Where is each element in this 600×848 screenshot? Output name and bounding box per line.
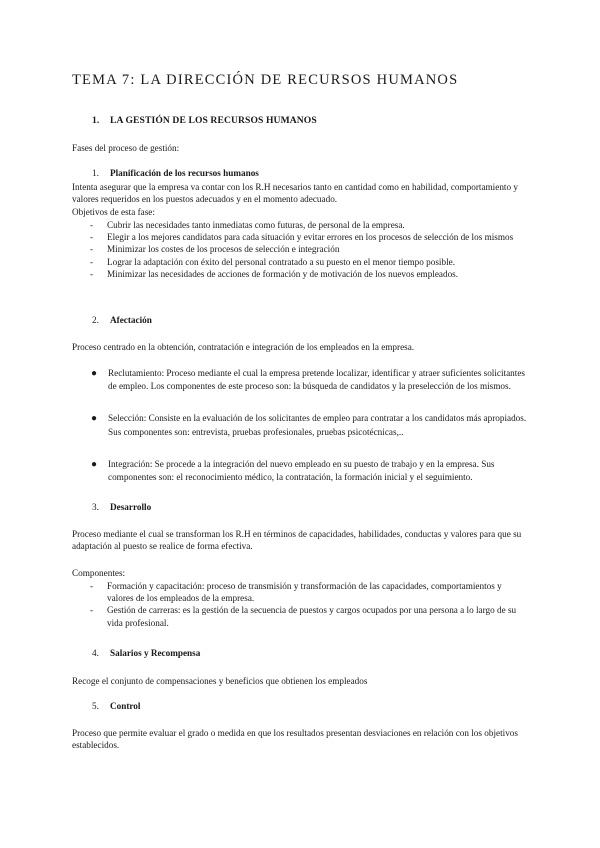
dash-marker: -	[90, 605, 94, 616]
phase-title: Desarrollo	[110, 502, 152, 512]
list-item: - Minimizar las necesidades de acciones de formación y de motivación de los nuevos empleados.	[90, 268, 459, 279]
intro-text: Fases del proceso de gestión:	[72, 143, 180, 153]
list-item: - Gestión de carreras: es la gestión de la secuencia de puestos y cargos ocupados por una persona a lo largo de su vida profesional.	[90, 605, 517, 628]
dash-marker: -	[90, 244, 94, 255]
bullet-marker: ●	[91, 368, 98, 379]
list-item: - Elegir a los mejores candidatos para cada situación y evitar errores en los procesos de selección de los mismos	[90, 232, 514, 243]
dash-marker: -	[90, 268, 94, 279]
phase-title: Afectación	[110, 315, 152, 325]
phase-heading-control	[92, 701, 140, 711]
list-item: - Formación y capacitación: proceso de transmisión y transformación de las capacidades, comportamientos y valores de los empleados de la empresa.	[90, 581, 502, 604]
page-title: TEMA 7: LA DIRECCIÓN DE RECURSOS HUMANOS	[72, 72, 459, 88]
phase-text: Recoge el conjunto de compensaciones y beneficios que obtienen los empleados	[72, 676, 368, 686]
section-label: LA GESTIÓN DE LOS RECURSOS HUMANOS	[110, 115, 317, 126]
dash-marker: -	[90, 220, 94, 230]
bullet-marker: ●	[91, 458, 98, 470]
afectacion-bullets	[72, 367, 530, 503]
phase-heading-salarios	[92, 648, 200, 658]
phase-heading-afectacion	[92, 315, 152, 325]
phase-number: 5.	[92, 701, 99, 711]
bullet-marker: ●	[91, 413, 98, 425]
objectives-label: Objetivos de esta fase:	[72, 207, 155, 217]
objectives-list	[72, 219, 530, 280]
dash-marker: -	[90, 581, 94, 591]
components-label: Componentes:	[72, 568, 126, 578]
list-item: ● Selección: Consiste en la evaluación de los solicitantes de empleo para contratar a los candidatos más apropiados. Sus componentes son: entrevista, pruebas profesionales, pruebas psicotécnicas,..	[91, 413, 527, 437]
phase-title: Salarios y Recompensa	[110, 648, 201, 658]
phase-text: Proceso centrado en la obtención, contratación e integración de los empleados en la empresa.	[72, 342, 415, 352]
list-item: - Minimizar los costes de los procesos de selección e integración	[90, 244, 340, 255]
phase-text: Proceso mediante el cual se transforman los R.H en términos de capacidades, habilidades, conductas y valores para que su adaptación al puesto se realice de forma efectiva.	[72, 529, 522, 552]
section-number: 1.	[92, 115, 100, 126]
components-list	[72, 580, 530, 629]
phase-number: 1.	[92, 168, 99, 178]
phase-number: 4.	[92, 648, 99, 658]
phase-heading-desarrollo	[92, 502, 151, 512]
section-heading	[92, 115, 317, 126]
phase-title: Control	[110, 701, 141, 711]
list-item: - Cubrir las necesidades tanto inmediatas como futuras, de personal de la empresa.	[90, 220, 405, 230]
list-item: ● Integración: Se procede a la integración del nuevo empleado en su puesto de trabajo y en la empresa. Sus componentes son: el reconocimiento médico, la contratación, la formación inicial y el seguimiento.	[91, 458, 495, 483]
dash-marker: -	[90, 256, 94, 267]
list-item: - Lograr la adaptación con éxito del personal contratado a su puesto en el menor tiempo posible.	[90, 256, 455, 267]
dash-marker: -	[90, 232, 94, 243]
phase-heading-planificacion	[92, 168, 259, 178]
phase-number: 2.	[92, 315, 99, 325]
phase-text: Proceso que permite evaluar el grado o medida en que los resultados presentan desviaciones en relación con los objetivos establecidos.	[72, 728, 518, 751]
phase-text: Intenta asegurar que la empresa va contar con los R.H necesarios tanto en cantidad como en habilidad, comportamiento y valores requeridos en los puestos adecuados y en el momento adecuado.	[72, 182, 518, 205]
phase-title: Planificación de los recursos humanos	[110, 168, 259, 178]
phase-number: 3.	[92, 502, 99, 512]
list-item: ● Reclutamiento: Proceso mediante el cual la empresa pretende localizar, identificar y atraer suficientes solicitantes de empleo. Los componentes de este proceso son: la búsqueda de candidatos y la preselección de los mismos.	[91, 368, 525, 392]
